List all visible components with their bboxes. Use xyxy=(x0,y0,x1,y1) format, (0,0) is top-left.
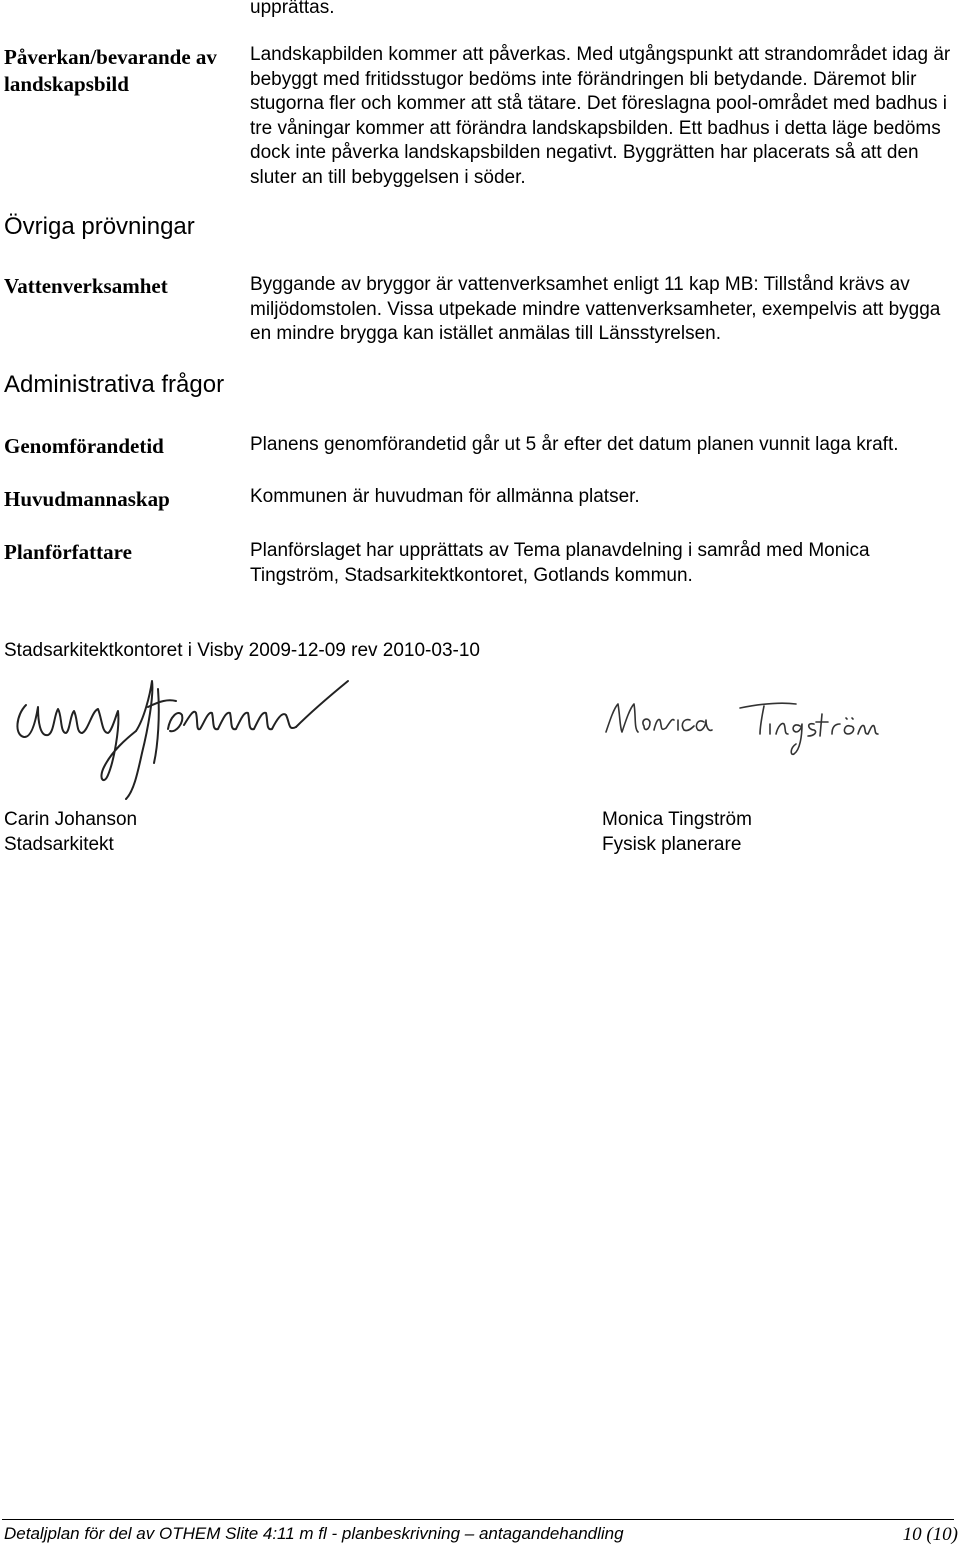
signatory-1-name: Carin Johanson xyxy=(4,809,138,830)
footer-document-title: Detaljplan för del av OTHEM Slite 4:11 m fl - planbeskrivning – antagandehandling xyxy=(4,1524,624,1543)
signature-monica-tingstrom xyxy=(600,690,900,770)
signature-carin-johanson xyxy=(8,675,358,805)
section-text-vattenverksamhet: Byggande av bryggor är vattenverksamhet enligt 11 kap MB: Tillstånd krävs av miljödomstolen. Vissa utpekade mindre vattenverksamheter, exempelvis att bygga en mindre brygga kan istället anmälas till Länsstyrelsen. xyxy=(250,274,941,344)
signatory-2-title: Fysisk planerare xyxy=(602,833,742,855)
text-planforfattare: Planförslaget har upprättats av Tema planavdelning i samråd med Monica Tingström, Stadsarkitektkontoret, Gotlands kommun. xyxy=(250,540,870,586)
label-huvudmannaskap: Huvudmannaskap xyxy=(4,487,170,511)
signatory-1-block xyxy=(4,808,137,857)
section-heading-ovriga: Övriga prövningar xyxy=(4,213,195,240)
place-date-line: Stadsarkitektkontoret i Visby 2009-12-09 rev 2010-03-10 xyxy=(4,640,480,661)
label-genomforandetid: Genomförandetid xyxy=(4,434,164,458)
text-genomforandetid: Planens genomförandetid går ut 5 år efter det datum planen vunnit laga kraft. xyxy=(250,434,899,455)
signatory-2-name: Monica Tingström xyxy=(602,809,752,830)
section-text-landskapsbild: Landskapbilden kommer att påverkas. Med utgångspunkt att strandområdet idag är bebyggt med fritidsstugor bedöms inte förändringen bli betydande. Däremot blir stugorna fler och kommer att stå tätare. Det föreslagna pool-området med badhus i tre våningar kommer att förändra landskapsbilden. Ett badhus i detta läge bedöms dock inte påverka landskapsbilden negativt. Byggrätten har placerats så att den sluter an till bebyggelsen i söder. xyxy=(250,44,951,188)
section-heading-administrativa: Administrativa frågor xyxy=(4,371,225,398)
text-huvudmannaskap: Kommunen är huvudman för allmänna platser. xyxy=(250,486,640,507)
signatory-1-title: Stadsarkitekt xyxy=(4,833,114,855)
page-footer xyxy=(4,1524,958,1544)
footer-page-number: 10 (10) xyxy=(902,1524,958,1545)
continued-text-fragment: upprättas. xyxy=(250,0,335,18)
label-planforfattare: Planförfattare xyxy=(4,540,132,564)
section-label-vattenverksamhet: Vattenverksamhet xyxy=(4,274,168,298)
section-label-landskapsbild: Påverkan/bevarande av landskapsbild xyxy=(4,45,217,96)
signatory-2-block xyxy=(602,808,752,857)
footer-divider xyxy=(2,1519,954,1520)
